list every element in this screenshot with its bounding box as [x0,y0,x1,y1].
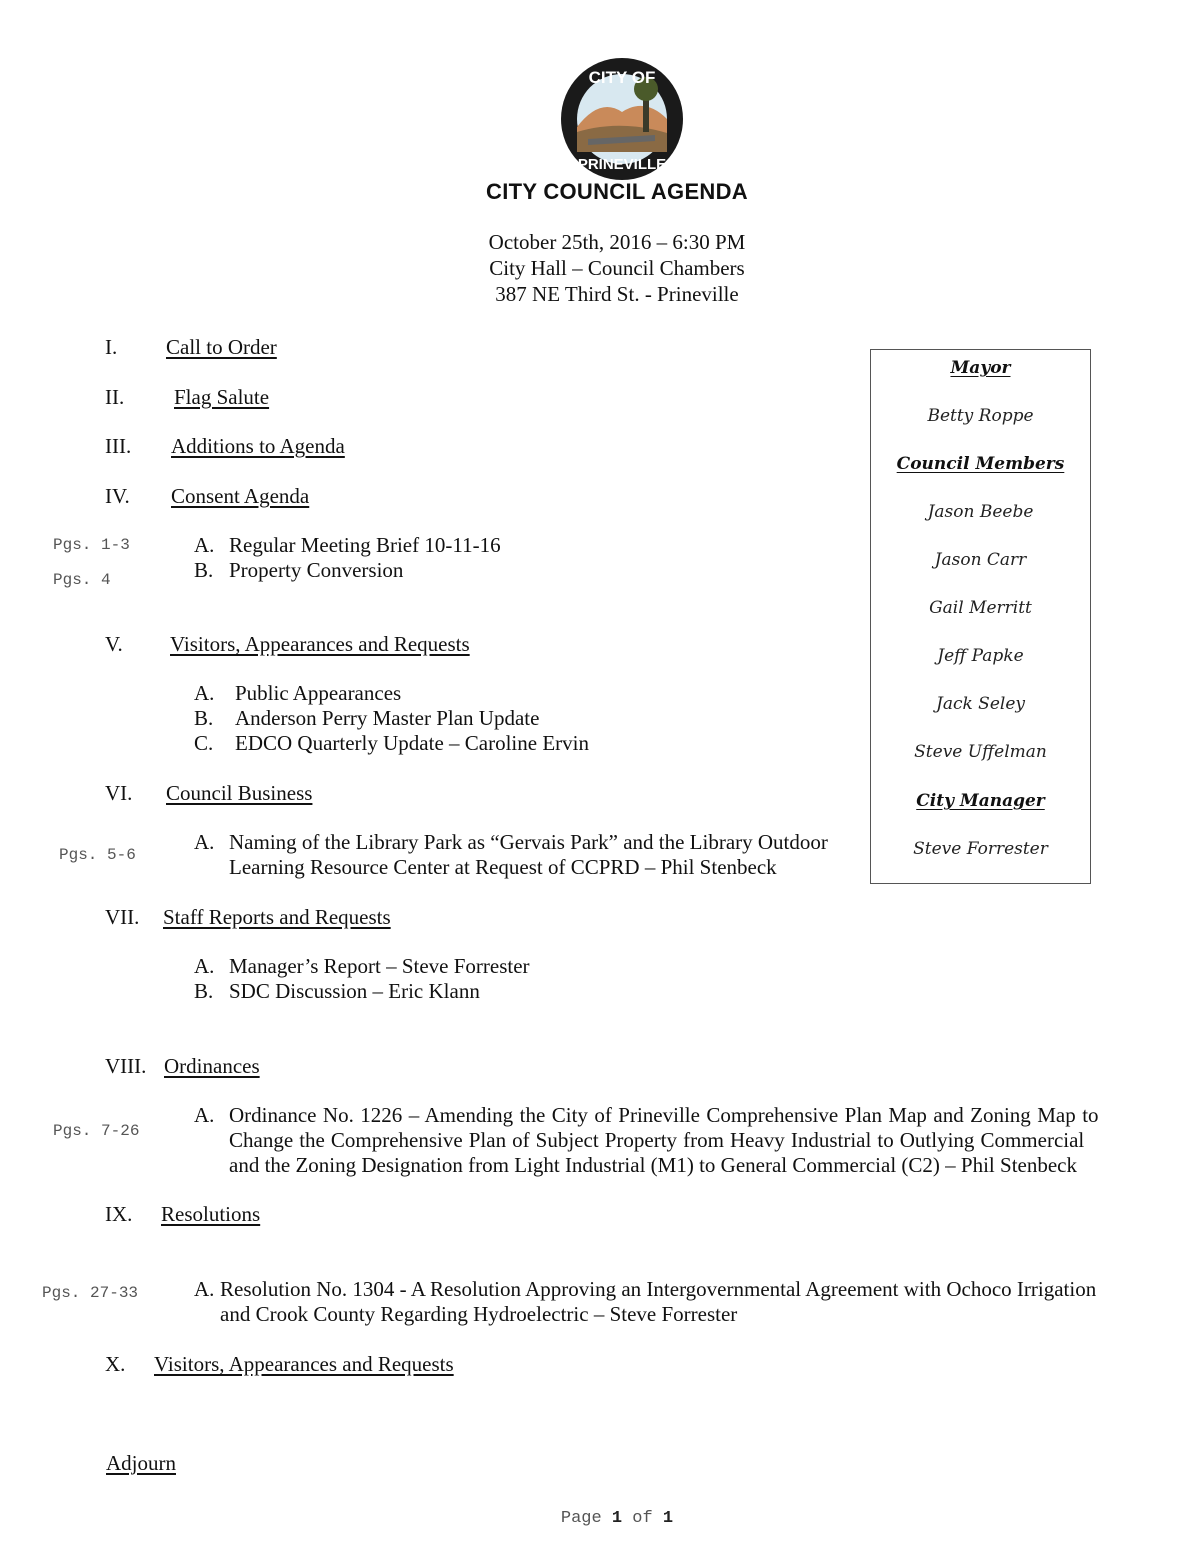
agenda-item: Property Conversion [229,558,404,582]
section-number: II. [105,385,125,409]
council-members-heading: Council Members [896,454,1065,474]
agenda-item-line: and the Zoning Designation from Light Industrial (M1) to General Commercial (C2) – Phil Stenbeck [229,1153,1077,1177]
footer-page-number: 1 [611,1509,623,1528]
item-letter: B. [194,979,214,1003]
section-additions-to-agenda: Additions to Agenda [171,434,345,458]
meeting-address: 387 NE Third St. - Prineville [495,282,739,306]
footer-of: of [632,1509,653,1528]
city-of-prineville-logo [560,57,684,181]
section-consent-agenda: Consent Agenda [171,484,310,508]
section-visitors-appearances-2: Visitors, Appearances and Requests [154,1352,454,1376]
svg-text:CITY OF: CITY OF [588,68,656,87]
agenda-item-line: Naming of the Library Park as “Gervais Park” and the Library Outdoor [229,830,828,854]
item-letter: A. [194,1103,215,1127]
section-number: I. [105,335,118,359]
agenda-item: SDC Discussion – Eric Klann [229,979,480,1003]
item-letter: A. [194,681,215,705]
agenda-item-line: Resolution No. 1304 - A Resolution Approving an Intergovernmental Agreement with Ochoco Irrigation [220,1277,1097,1301]
item-letter: A. [194,830,215,854]
agenda-item-line: Change the Comprehensive Plan of Subject Property from Heavy Industrial to Outlying Commercial [229,1128,1085,1152]
item-letter: A. [194,533,215,557]
section-call-to-order: Call to Order [166,335,277,359]
section-visitors-appearances: Visitors, Appearances and Requests [170,632,470,656]
council-member: Jason Carr [934,550,1027,570]
agenda-item: Manager’s Report – Steve Forrester [229,954,530,978]
page-footer [0,1509,1200,1528]
section-number: VII. [105,905,140,929]
section-number: VI. [105,781,133,805]
page-reference: Pgs. 1-3 [53,536,130,554]
item-letter: B. [194,558,214,582]
page-reference: Pgs. 7-26 [53,1122,140,1140]
section-ordinances: Ordinances [164,1054,260,1078]
city-manager-heading: City Manager [916,791,1045,811]
agenda-item: EDCO Quarterly Update – Caroline Ervin [235,731,589,755]
meeting-location: City Hall – Council Chambers [489,256,745,280]
section-number: VIII. [105,1054,147,1078]
section-council-business: Council Business [166,781,313,805]
item-letter: B. [194,706,214,730]
section-flag-salute: Flag Salute [174,385,270,409]
section-number: IV. [105,484,130,508]
section-resolutions: Resolutions [161,1202,261,1226]
item-letter: A. [194,954,215,978]
council-member: Steve Uffelman [914,742,1047,762]
council-member: Jason Beebe [927,502,1034,522]
agenda-item: Regular Meeting Brief 10-11-16 [229,533,501,557]
council-member: Jack Seley [936,694,1025,714]
agenda-item-line: and Crook County Regarding Hydroelectric – Steve Forrester [220,1302,738,1326]
council-roster-box [870,349,1091,884]
agenda-item: Public Appearances [235,681,402,705]
footer-page-total: 1 [662,1509,674,1528]
meeting-date-time: October 25th, 2016 – 6:30 PM [488,230,746,254]
svg-text:PRINEVILLE: PRINEVILLE [577,156,667,173]
section-number: X. [105,1352,126,1376]
agenda-item-line: Ordinance No. 1226 – Amending the City of Prineville Comprehensive Plan Map and Zoning Map to [229,1103,1099,1127]
page-reference: Pgs. 27-33 [42,1284,139,1302]
section-number: V. [105,632,123,656]
council-member: Gail Merritt [929,598,1032,618]
page-reference: Pgs. 4 [53,571,111,589]
item-letter: C. [194,731,214,755]
council-member: Jeff Papke [937,646,1024,666]
item-letter: A. [194,1277,215,1301]
mayor-heading: Mayor [950,358,1011,378]
agenda-item: Anderson Perry Master Plan Update [235,706,540,730]
section-number: III. [105,434,132,458]
agenda-title: CITY COUNCIL AGENDA [486,179,748,204]
page-reference: Pgs. 5-6 [59,846,136,864]
agenda-item-line: Learning Resource Center at Request of CCPRD – Phil Stenbeck [229,855,777,879]
section-staff-reports: Staff Reports and Requests [163,905,391,929]
adjourn: Adjourn [106,1451,176,1475]
section-number: IX. [105,1202,133,1226]
footer-prefix: Page [560,1509,602,1528]
city-manager-name: Steve Forrester [913,839,1048,859]
mayor-name: Betty Roppe [927,406,1034,426]
